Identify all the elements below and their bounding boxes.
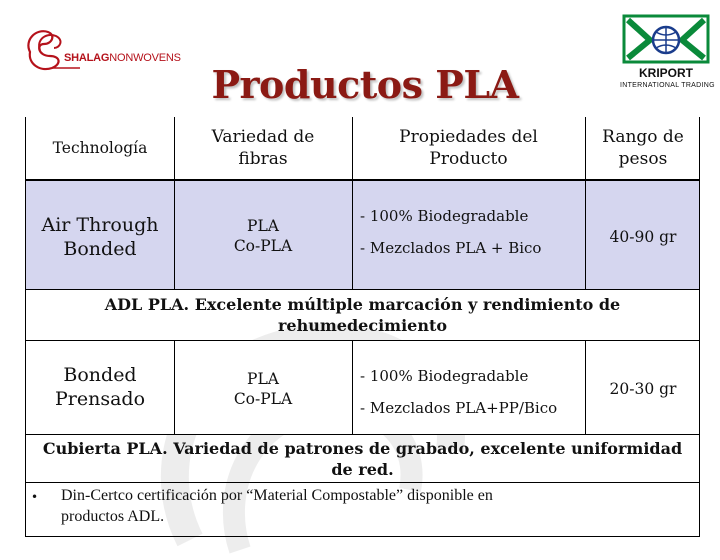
fiber-item: Co-PLA <box>233 390 293 408</box>
bullet-icon: • <box>31 490 39 504</box>
fiber-item: PLA <box>247 370 279 388</box>
property-item: - Mezclados PLA+PP/Bico <box>360 399 558 417</box>
property-item: - 100% Biodegradable <box>360 367 529 385</box>
header-technology: Technología <box>52 139 148 157</box>
page-title: Productos PLA <box>211 62 519 107</box>
fiber-item: PLA <box>247 217 279 235</box>
fiber-item: Co-PLA <box>233 237 293 255</box>
kriport-subtitle: INTERNATIONAL TRADING <box>620 82 715 89</box>
technology-cell: Bonded Prensado <box>54 364 146 410</box>
weights-cell: 40-90 gr <box>609 228 677 246</box>
property-item: - Mezclados PLA + Bico <box>360 239 542 257</box>
fibers-cell <box>174 341 352 434</box>
kriport-logo <box>620 14 715 96</box>
fibers-cell <box>174 181 352 289</box>
properties-cell <box>352 181 585 289</box>
shalag-brand-text: SHALAGNONWOVENS <box>64 52 181 64</box>
description-row: ADL PLA. Excelente múltiple marcación y rendimiento de rehumedecimiento <box>25 290 700 340</box>
shalag-logo-icon <box>22 22 82 72</box>
kriport-name: KRIPORT <box>639 66 693 80</box>
properties-cell <box>352 341 585 434</box>
property-item: - 100% Biodegradable <box>360 207 529 225</box>
weights-cell: 20-30 gr <box>609 380 677 398</box>
table-row <box>25 340 700 435</box>
products-table <box>25 117 700 537</box>
table-row <box>25 180 700 290</box>
kriport-logo-icon <box>620 14 712 64</box>
description-row: Cubierta PLA. Variedad de patrones de grabado, excelente uniformidad de red. <box>25 435 700 483</box>
header-properties: Propiedades del Producto <box>399 127 538 169</box>
notes-section <box>25 483 700 537</box>
certification-note: Din-Certco certificación por “Material Compostable” disponible en productos ADL. <box>61 487 493 525</box>
table-header-row <box>25 117 700 180</box>
technology-cell: Air Through Bonded <box>41 214 159 260</box>
header-fibers: Variedad de fibras <box>211 127 315 169</box>
shalag-logo <box>22 22 202 72</box>
header-weights: Rango de pesos <box>602 127 684 169</box>
